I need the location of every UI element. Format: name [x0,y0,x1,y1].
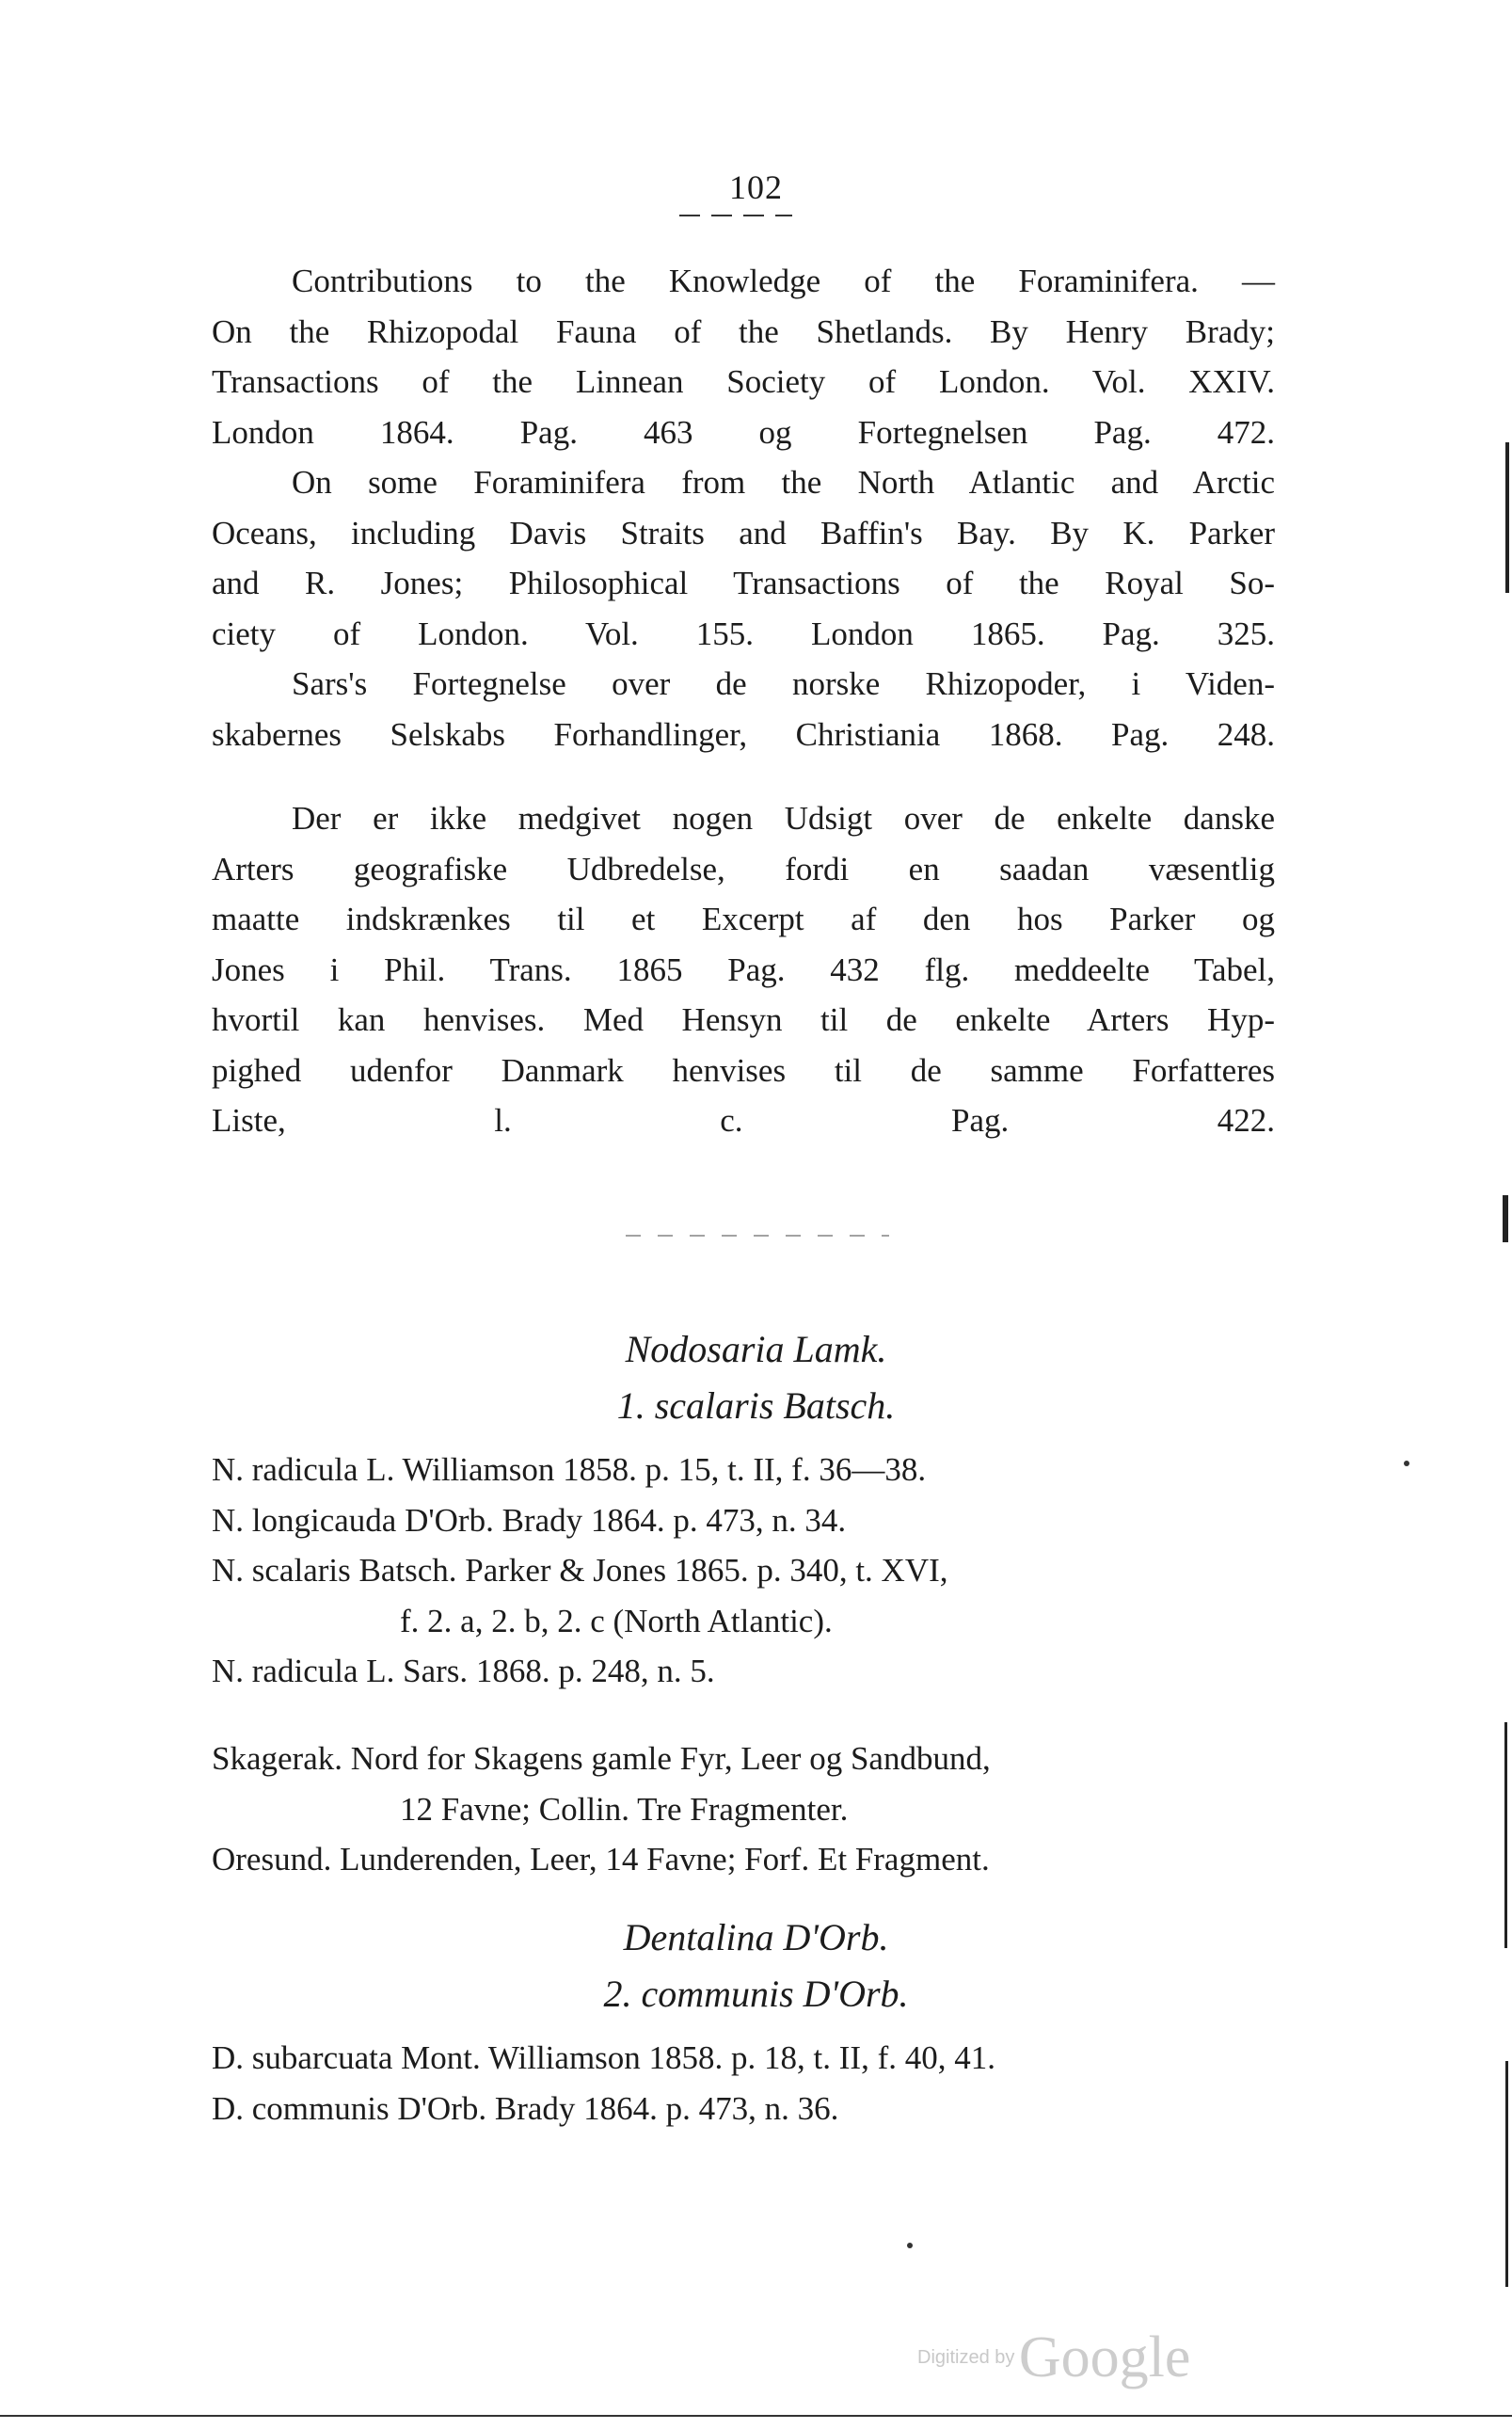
text-line: Liste, l. c. Pag. 422. [212,1102,1275,1139]
text-line: skabernes Selskabs Forhandlinger, Christiania 1868. Pag. 248. [212,715,1275,753]
note-paragraph [212,793,1275,1146]
scan-bottom-edge [0,2415,1512,2417]
synonym-continuation: f. 2. a, 2. b, 2. c (North Atlantic). [400,1602,833,1639]
page-number: 102 [729,168,783,206]
locality-entry: Skagerak. Nord for Skagens gamle Fyr, Leer og Sandbund, [212,1740,991,1777]
species-heading: 1. scalaris Batsch. [616,1384,896,1427]
reference-entry [212,256,1275,457]
species-heading: 2. communis D'Orb. [603,1973,909,2015]
text-line: Transactions of the Linnean Society of London. Vol. XXIV. [212,363,1275,400]
scan-edge-mark [1504,1722,1507,1948]
text-line: Arters geografiske Udbredelse, fordi en saadan væsentlig [212,850,1275,887]
text-line: On some Foraminifera from the North Atlantic and Arctic [292,464,1275,501]
synonym-list [212,2033,1275,2133]
synonym-entry: N. longicauda D'Orb. Brady 1864. p. 473, n. 34. [212,1501,847,1539]
text-line: Contributions to the Knowledge of the Foraminifera. — [292,263,1275,299]
reference-entry [212,659,1275,759]
text-line: Oceans, including Davis Straits and Baffin's Bay. By K. Parker [212,514,1275,551]
genus-heading: Nodosaria Lamk. [625,1328,887,1370]
text-line: and R. Jones; Philosophical Transactions of the Royal So- [212,565,1275,601]
scan-edge-mark [1505,442,1509,593]
locality-list [212,1734,1275,1885]
text-line: ciety of London. Vol. 155. London 1865. Pag. 325. [212,615,1275,652]
scan-edge-mark [1503,1195,1508,1242]
synonym-entry: N. scalaris Batsch. Parker & Jones 1865. p. 340, t. XVI, [212,1552,948,1589]
synonym-list [212,1445,1275,1697]
references-block [212,256,1275,759]
synonym-entry: N. radicula L. Williamson 1858. p. 15, t. II, f. 36—38. [212,1451,927,1488]
text-line: Jones i Phil. Trans. 1865 Pag. 432 flg. meddeelte Tabel, [212,951,1275,988]
genus-heading: Dentalina D'Orb. [623,1916,889,1958]
ink-speck [1404,1461,1409,1466]
page-number-underline [679,215,792,216]
scan-edge-mark [1505,2061,1508,2287]
text-line: pighed udenfor Danmark henvises til de samme Forfatteres [212,1051,1275,1089]
text-line: maatte indskrænkes til et Excerpt af den hos Parker og [212,901,1275,937]
reference-entry [212,457,1275,659]
locality-entry: Oresund. Lunderenden, Leer, 14 Favne; Forf. Et Fragment. [212,1841,990,1878]
text-line: hvortil kan henvises. Med Hensyn til de enkelte Arters Hyp- [212,1001,1275,1038]
synonym-entry: D. communis D'Orb. Brady 1864. p. 473, n. 36. [212,2089,839,2127]
watermark-prefix: Digitized by [917,2347,1015,2368]
synonym-entry: N. radicula L. Sars. 1868. p. 248, n. 5. [212,1653,715,1689]
text-line: On the Rhizopodal Fauna of the Shetlands. By Henry Brady; [212,312,1275,350]
ink-speck [907,2243,913,2248]
locality-continuation: 12 Favne; Collin. Tre Fragmenter. [400,1790,849,1828]
section-divider [626,1235,889,1237]
google-logo: Google [1018,2325,1191,2389]
text-line: Der er ikke medgivet nogen Udsigt over de enkelte danske [292,800,1275,837]
synonym-entry: D. subarcuata Mont. Williamson 1858. p. 18, t. II, f. 40, 41. [212,2039,995,2076]
text-line: Sars's Fortegnelse over de norske Rhizopoder, i Viden- [292,665,1275,702]
digitized-watermark [917,2325,1190,2391]
text-line: London 1864. Pag. 463 og Fortegnelsen Pag. 472. [212,413,1275,451]
